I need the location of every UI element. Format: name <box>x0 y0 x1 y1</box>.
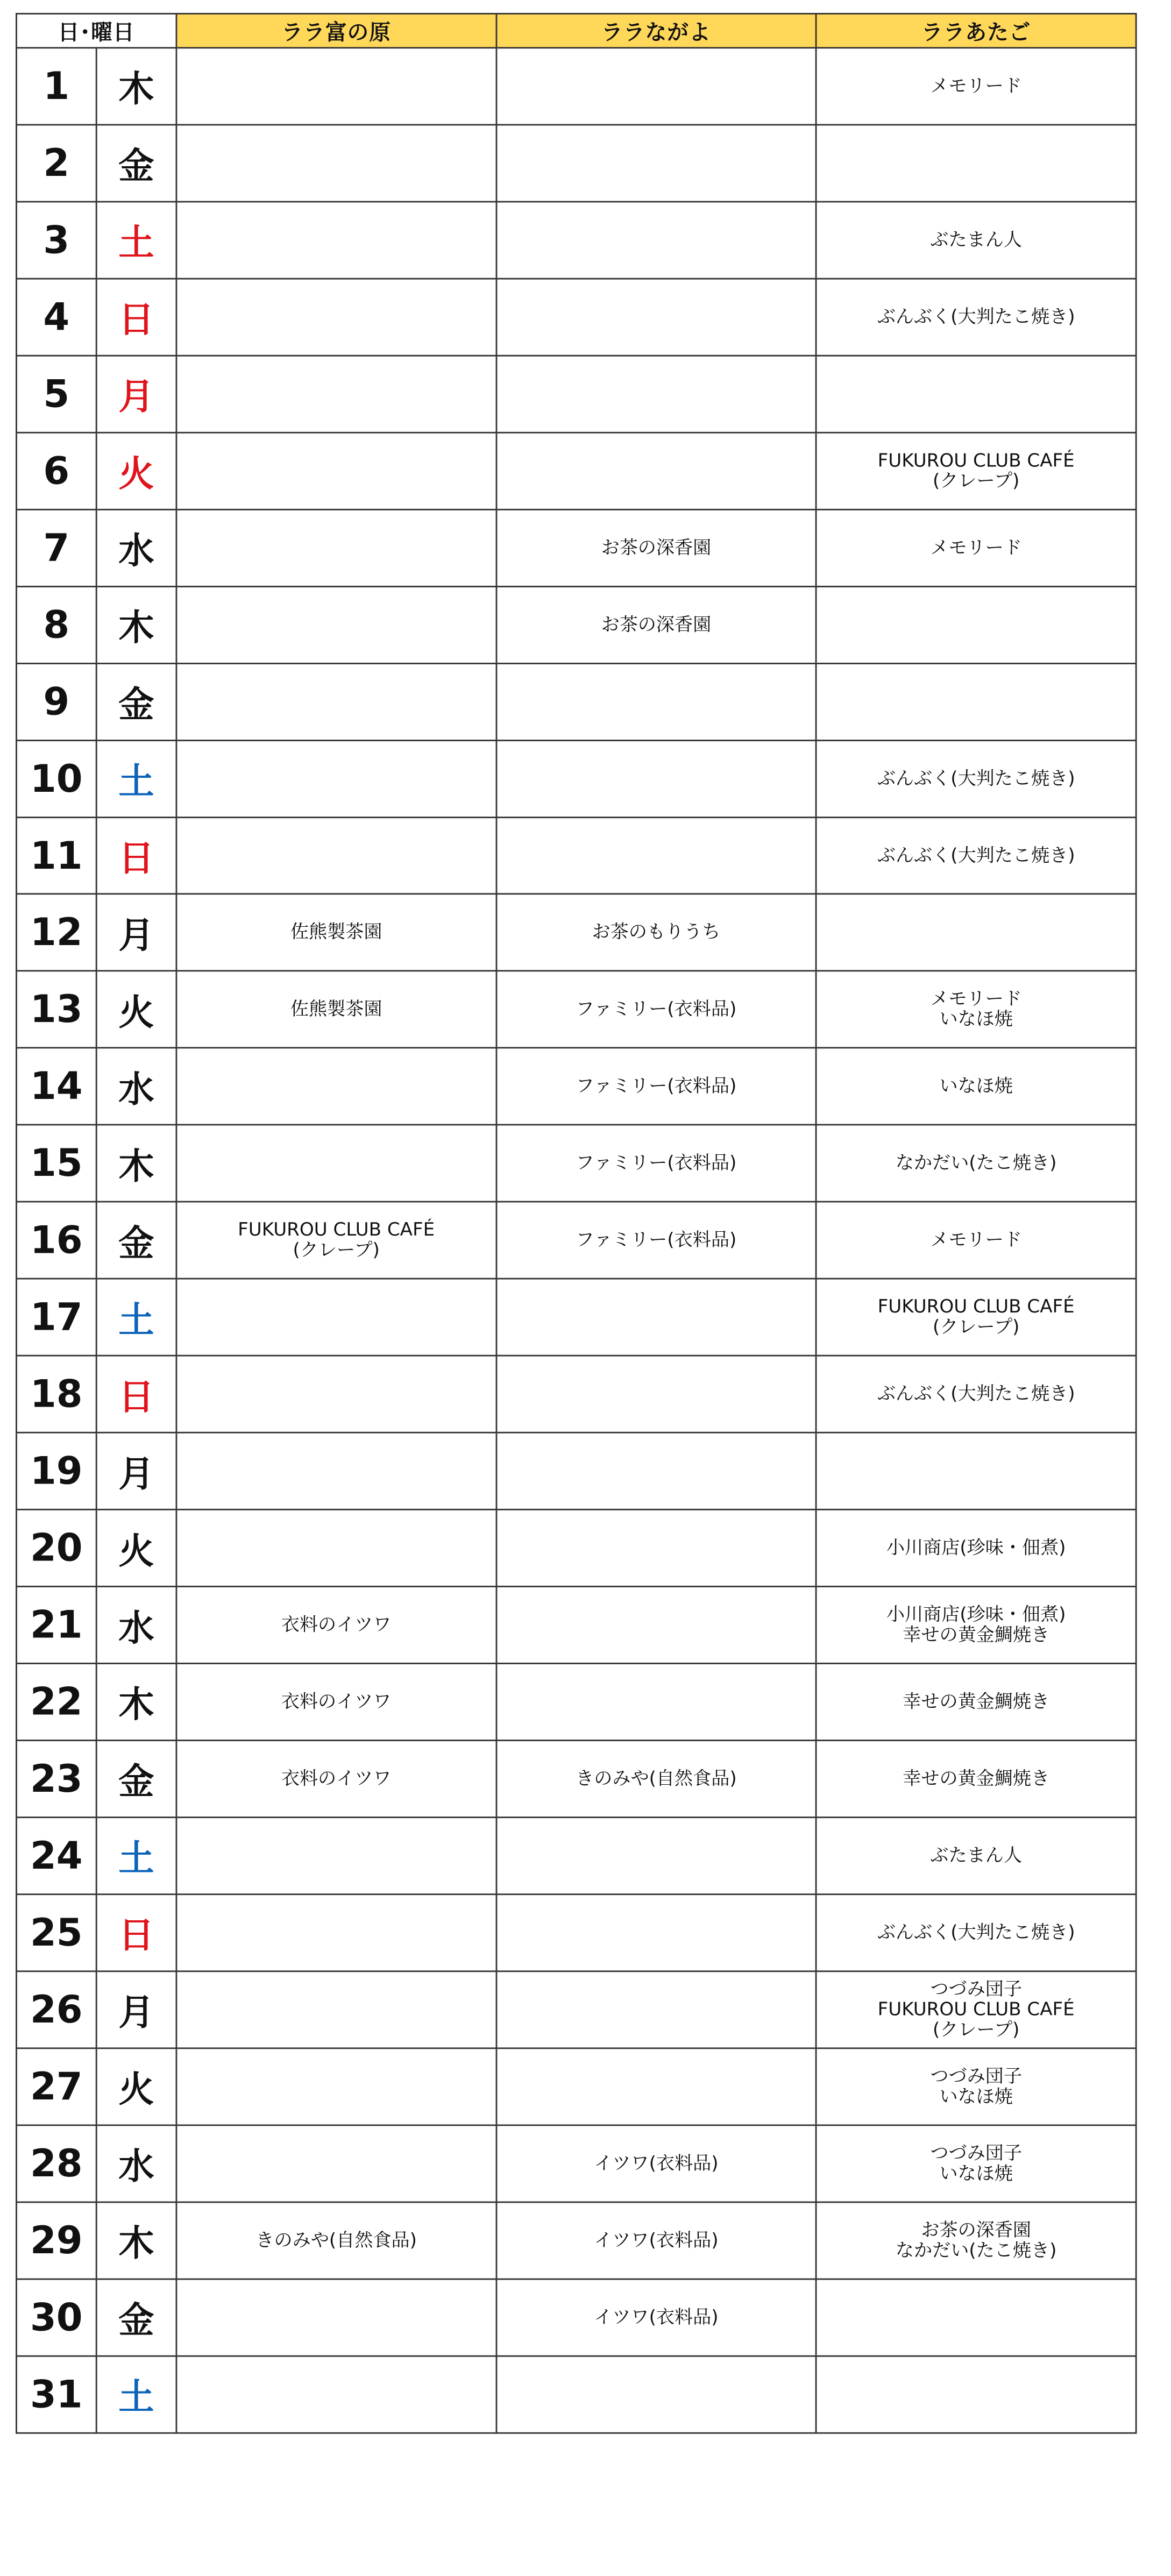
weekday-label: 火 <box>96 432 176 509</box>
schedule-cell-atago <box>816 2356 1136 2433</box>
table-row <box>16 2279 1136 2356</box>
schedule-cell-atago <box>816 894 1136 971</box>
schedule-cell-atago <box>816 1432 1136 1509</box>
weekday-label: 金 <box>96 2279 176 2356</box>
schedule-cell-atago: 幸せの黄金鯛焼き <box>816 1663 1136 1740</box>
schedule-cell-nagayo: お茶のもりうち <box>496 894 817 971</box>
store-header-tomihara: ララ富の原 <box>176 13 496 47</box>
schedule-cell-tomihara <box>176 1818 496 1894</box>
schedule-cell-nagayo: ファミリー(衣料品) <box>496 1048 817 1125</box>
weekday-label: 木 <box>96 2202 176 2279</box>
day-number: 17 <box>16 1279 96 1356</box>
day-number: 1 <box>16 48 96 125</box>
table-row <box>16 279 1136 356</box>
day-number: 2 <box>16 125 96 202</box>
schedule-cell-tomihara: 佐熊製茶園 <box>176 894 496 971</box>
schedule-cell-nagayo: きのみや(自然食品) <box>496 1741 817 1818</box>
schedule-cell-tomihara <box>176 356 496 432</box>
schedule-cell-atago: 小川商店(珍味・佃煮) <box>816 1509 1136 1586</box>
store-header-nagayo: ララながよ <box>496 13 817 47</box>
schedule-cell-atago: FUKUROU CLUB CAFÉ (クレープ) <box>816 432 1136 509</box>
table-row <box>16 1048 1136 1125</box>
day-number: 27 <box>16 2048 96 2125</box>
schedule-cell-atago: メモリード <box>816 1202 1136 1279</box>
weekday-label: 日 <box>96 1356 176 1432</box>
schedule-sheet <box>16 13 1137 2434</box>
weekday-label: 日 <box>96 817 176 894</box>
date-weekday-header: 日･曜日 <box>16 13 176 47</box>
schedule-cell-tomihara <box>176 1971 496 2048</box>
table-row <box>16 894 1136 971</box>
table-row <box>16 586 1136 663</box>
table-row <box>16 2125 1136 2202</box>
schedule-cell-nagayo <box>496 1586 817 1663</box>
schedule-cell-atago: ぶんぶく(大判たこ焼き) <box>816 740 1136 817</box>
schedule-cell-tomihara: 衣料のイツワ <box>176 1663 496 1740</box>
schedule-cell-nagayo <box>496 1818 817 1894</box>
weekday-label: 木 <box>96 1663 176 1740</box>
schedule-cell-tomihara <box>176 1356 496 1432</box>
table-row <box>16 817 1136 894</box>
schedule-cell-atago <box>816 586 1136 663</box>
day-number: 11 <box>16 817 96 894</box>
weekday-label: 水 <box>96 1586 176 1663</box>
schedule-cell-nagayo <box>496 1971 817 2048</box>
schedule-cell-atago: ぶんぶく(大判たこ焼き) <box>816 817 1136 894</box>
schedule-cell-nagayo <box>496 1279 817 1356</box>
header-row <box>16 13 1136 47</box>
store-header-atago: ララあたご <box>816 13 1136 47</box>
weekday-label: 日 <box>96 1894 176 1971</box>
weekday-label: 月 <box>96 356 176 432</box>
weekday-label: 金 <box>96 663 176 740</box>
schedule-cell-tomihara <box>176 1894 496 1971</box>
weekday-label: 日 <box>96 279 176 356</box>
schedule-cell-tomihara <box>176 1432 496 1509</box>
schedule-cell-atago: つづみ団子 いなほ焼 <box>816 2125 1136 2202</box>
day-number: 9 <box>16 663 96 740</box>
weekday-label: 水 <box>96 509 176 586</box>
weekday-label: 水 <box>96 1048 176 1125</box>
schedule-cell-nagayo <box>496 2356 817 2433</box>
schedule-cell-tomihara <box>176 1279 496 1356</box>
day-number: 29 <box>16 2202 96 2279</box>
schedule-body <box>16 48 1136 2433</box>
schedule-cell-nagayo <box>496 1356 817 1432</box>
schedule-cell-nagayo <box>496 125 817 202</box>
table-row <box>16 1356 1136 1432</box>
day-number: 26 <box>16 1971 96 2048</box>
schedule-cell-tomihara <box>176 2279 496 2356</box>
schedule-cell-nagayo <box>496 432 817 509</box>
schedule-cell-nagayo <box>496 740 817 817</box>
day-number: 10 <box>16 740 96 817</box>
schedule-cell-tomihara <box>176 663 496 740</box>
schedule-cell-atago: ぶんぶく(大判たこ焼き) <box>816 1894 1136 1971</box>
weekday-label: 金 <box>96 1202 176 1279</box>
day-number: 14 <box>16 1048 96 1125</box>
weekday-label: 月 <box>96 1971 176 2048</box>
table-row <box>16 1741 1136 1818</box>
schedule-cell-atago <box>816 356 1136 432</box>
schedule-cell-tomihara <box>176 1125 496 1202</box>
schedule-cell-atago: FUKUROU CLUB CAFÉ (クレープ) <box>816 1279 1136 1356</box>
table-row <box>16 1586 1136 1663</box>
schedule-cell-atago: お茶の深香園 なかだい(たこ焼き) <box>816 2202 1136 2279</box>
schedule-cell-nagayo: お茶の深香園 <box>496 586 817 663</box>
weekday-label: 火 <box>96 1509 176 1586</box>
table-row <box>16 1125 1136 1202</box>
schedule-cell-tomihara <box>176 2048 496 2125</box>
schedule-cell-nagayo: ファミリー(衣料品) <box>496 1125 817 1202</box>
schedule-cell-nagayo <box>496 1894 817 1971</box>
table-row <box>16 2048 1136 2125</box>
weekday-label: 土 <box>96 202 176 279</box>
schedule-cell-atago: つづみ団子 FUKUROU CLUB CAFÉ (クレープ) <box>816 1971 1136 2048</box>
schedule-cell-atago: メモリード <box>816 48 1136 125</box>
weekday-label: 土 <box>96 1818 176 1894</box>
table-row <box>16 1202 1136 1279</box>
schedule-cell-nagayo <box>496 2048 817 2125</box>
schedule-cell-tomihara: 衣料のイツワ <box>176 1586 496 1663</box>
table-row <box>16 356 1136 432</box>
weekday-label: 土 <box>96 740 176 817</box>
day-number: 7 <box>16 509 96 586</box>
schedule-cell-tomihara <box>176 817 496 894</box>
day-number: 23 <box>16 1741 96 1818</box>
table-row <box>16 1663 1136 1740</box>
day-number: 25 <box>16 1894 96 1971</box>
day-number: 21 <box>16 1586 96 1663</box>
schedule-cell-tomihara <box>176 279 496 356</box>
table-row <box>16 1894 1136 1971</box>
table-row <box>16 1509 1136 1586</box>
schedule-cell-nagayo: イツワ(衣料品) <box>496 2279 817 2356</box>
weekday-label: 水 <box>96 2125 176 2202</box>
schedule-cell-tomihara <box>176 432 496 509</box>
schedule-cell-nagayo: イツワ(衣料品) <box>496 2125 817 2202</box>
weekday-label: 火 <box>96 971 176 1048</box>
table-row <box>16 1432 1136 1509</box>
weekday-label: 土 <box>96 2356 176 2433</box>
schedule-cell-nagayo <box>496 1432 817 1509</box>
schedule-cell-nagayo <box>496 1509 817 1586</box>
table-row <box>16 1279 1136 1356</box>
day-number: 6 <box>16 432 96 509</box>
schedule-cell-atago: 幸せの黄金鯛焼き <box>816 1741 1136 1818</box>
schedule-cell-tomihara <box>176 48 496 125</box>
schedule-cell-tomihara: 衣料のイツワ <box>176 1741 496 1818</box>
weekday-label: 金 <box>96 1741 176 1818</box>
schedule-cell-nagayo <box>496 279 817 356</box>
day-number: 8 <box>16 586 96 663</box>
day-number: 19 <box>16 1432 96 1509</box>
weekday-label: 火 <box>96 2048 176 2125</box>
schedule-cell-nagayo <box>496 1663 817 1740</box>
day-number: 24 <box>16 1818 96 1894</box>
schedule-cell-tomihara <box>176 1048 496 1125</box>
weekday-label: 土 <box>96 1279 176 1356</box>
day-number: 18 <box>16 1356 96 1432</box>
schedule-cell-tomihara: 佐熊製茶園 <box>176 971 496 1048</box>
schedule-cell-atago: ぶんぶく(大判たこ焼き) <box>816 1356 1136 1432</box>
schedule-cell-nagayo <box>496 817 817 894</box>
schedule-cell-atago: ぶたまん人 <box>816 1818 1136 1894</box>
schedule-cell-tomihara <box>176 202 496 279</box>
table-row <box>16 1818 1136 1894</box>
table-row <box>16 509 1136 586</box>
schedule-cell-tomihara <box>176 586 496 663</box>
day-number: 16 <box>16 1202 96 1279</box>
schedule-cell-tomihara <box>176 2125 496 2202</box>
schedule-cell-nagayo <box>496 202 817 279</box>
schedule-table <box>16 13 1137 2434</box>
table-row <box>16 1971 1136 2048</box>
schedule-cell-atago: いなほ焼 <box>816 1048 1136 1125</box>
schedule-cell-nagayo: ファミリー(衣料品) <box>496 1202 817 1279</box>
table-row <box>16 432 1136 509</box>
weekday-label: 月 <box>96 1432 176 1509</box>
table-row <box>16 48 1136 125</box>
table-row <box>16 202 1136 279</box>
schedule-cell-tomihara <box>176 125 496 202</box>
schedule-cell-atago: 小川商店(珍味・佃煮) 幸せの黄金鯛焼き <box>816 1586 1136 1663</box>
day-number: 12 <box>16 894 96 971</box>
weekday-label: 木 <box>96 1125 176 1202</box>
table-row <box>16 125 1136 202</box>
day-number: 20 <box>16 1509 96 1586</box>
day-number: 4 <box>16 279 96 356</box>
weekday-label: 木 <box>96 48 176 125</box>
weekday-label: 木 <box>96 586 176 663</box>
day-number: 15 <box>16 1125 96 1202</box>
day-number: 30 <box>16 2279 96 2356</box>
schedule-cell-tomihara <box>176 2356 496 2433</box>
schedule-cell-tomihara <box>176 740 496 817</box>
schedule-cell-tomihara: FUKUROU CLUB CAFÉ (クレープ) <box>176 1202 496 1279</box>
day-number: 31 <box>16 2356 96 2433</box>
schedule-cell-nagayo <box>496 663 817 740</box>
schedule-cell-atago: なかだい(たこ焼き) <box>816 1125 1136 1202</box>
table-row <box>16 2202 1136 2279</box>
schedule-cell-atago: ぶたまん人 <box>816 202 1136 279</box>
schedule-cell-atago <box>816 663 1136 740</box>
schedule-cell-nagayo: イツワ(衣料品) <box>496 2202 817 2279</box>
weekday-label: 金 <box>96 125 176 202</box>
schedule-cell-atago: メモリード <box>816 509 1136 586</box>
schedule-cell-nagayo <box>496 356 817 432</box>
schedule-cell-atago: メモリード いなほ焼 <box>816 971 1136 1048</box>
day-number: 5 <box>16 356 96 432</box>
schedule-cell-tomihara <box>176 1509 496 1586</box>
day-number: 28 <box>16 2125 96 2202</box>
schedule-cell-tomihara <box>176 509 496 586</box>
weekday-label: 月 <box>96 894 176 971</box>
schedule-cell-atago <box>816 125 1136 202</box>
table-row <box>16 971 1136 1048</box>
schedule-cell-atago <box>816 2279 1136 2356</box>
schedule-cell-tomihara: きのみや(自然食品) <box>176 2202 496 2279</box>
schedule-cell-atago: ぶんぶく(大判たこ焼き) <box>816 279 1136 356</box>
table-row <box>16 663 1136 740</box>
table-row <box>16 740 1136 817</box>
table-row <box>16 2356 1136 2433</box>
day-number: 3 <box>16 202 96 279</box>
schedule-cell-nagayo: ファミリー(衣料品) <box>496 971 817 1048</box>
schedule-cell-nagayo <box>496 48 817 125</box>
day-number: 22 <box>16 1663 96 1740</box>
schedule-cell-atago: つづみ団子 いなほ焼 <box>816 2048 1136 2125</box>
schedule-cell-nagayo: お茶の深香園 <box>496 509 817 586</box>
day-number: 13 <box>16 971 96 1048</box>
